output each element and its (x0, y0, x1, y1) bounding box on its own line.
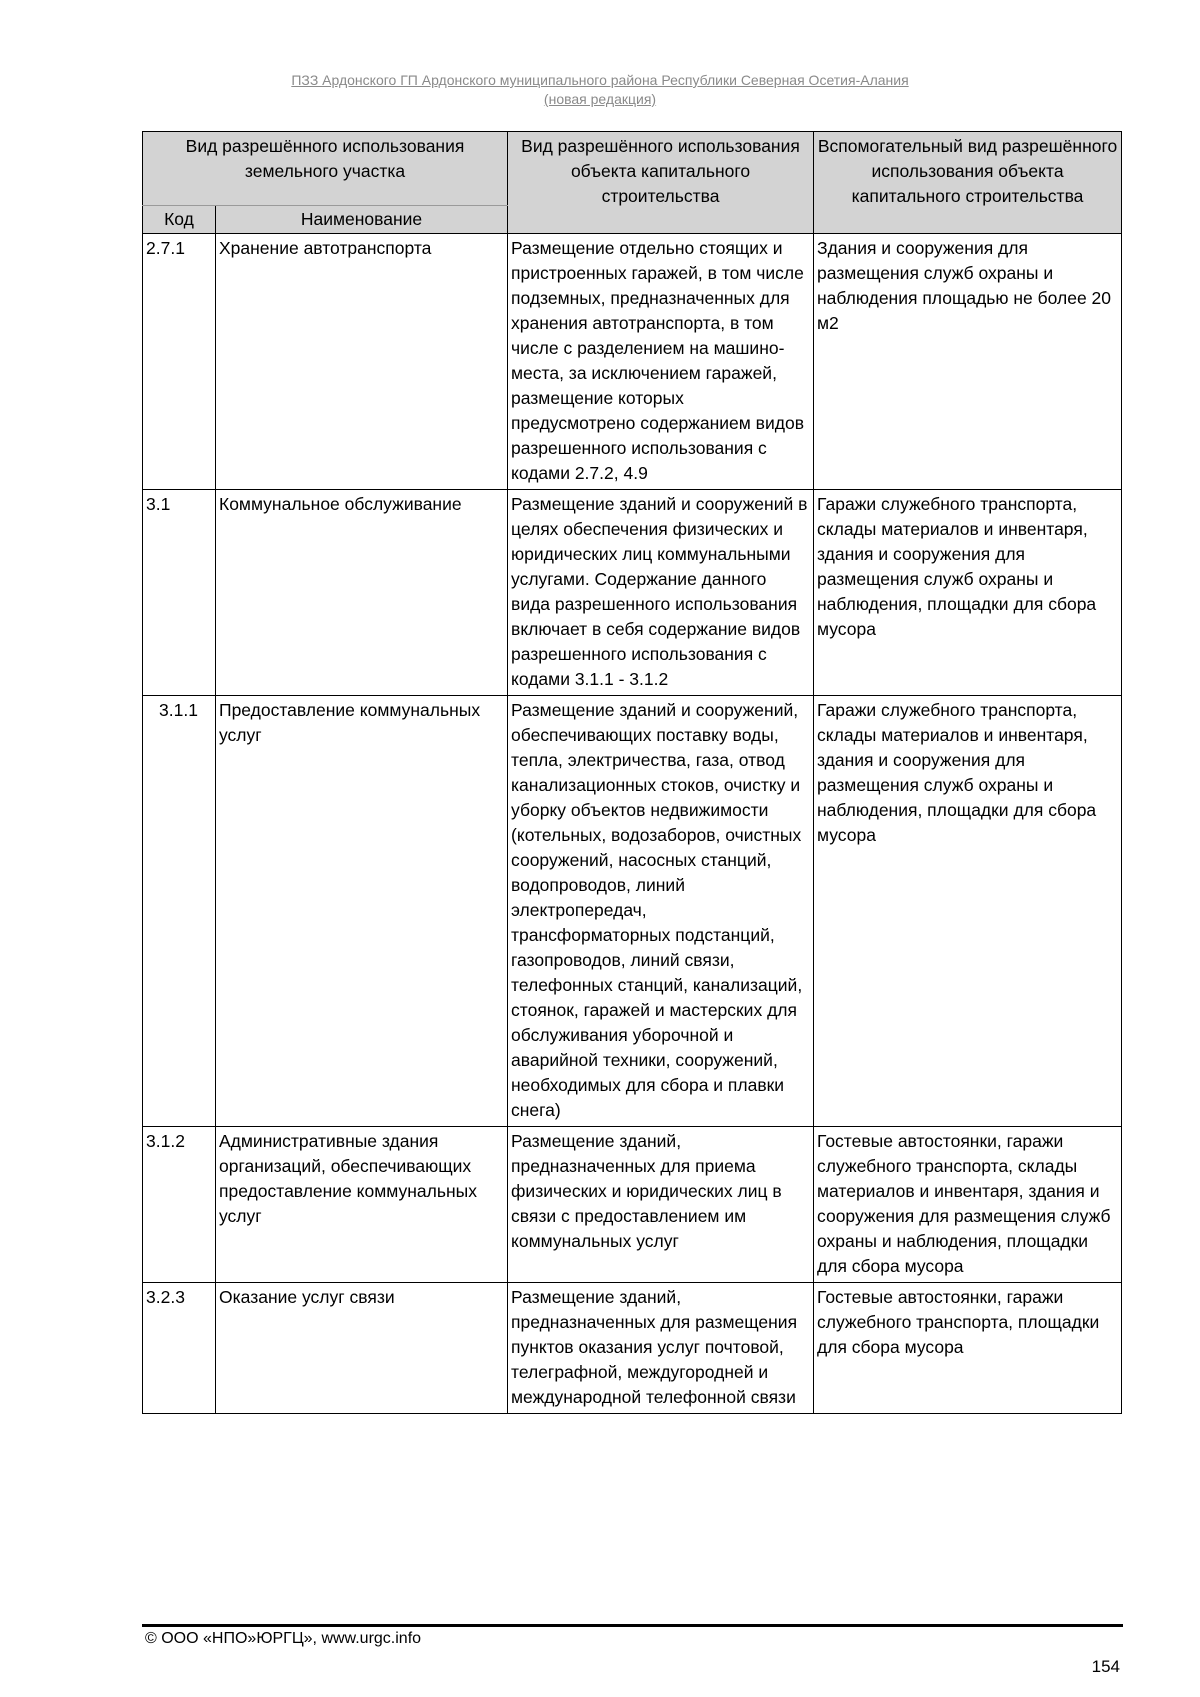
running-header (0, 71, 1200, 109)
table-row (143, 1283, 1122, 1414)
row-code: 3.1.1 (143, 696, 216, 1127)
header-land-use-group: Вид разрешённого использования земельного участка (143, 132, 508, 206)
row-code: 3.1.2 (143, 1127, 216, 1283)
table-row (143, 696, 1122, 1127)
header-name: Наименование (216, 206, 508, 234)
table-row (143, 490, 1122, 696)
table-row (143, 1127, 1122, 1283)
row-auxiliary-use: Гостевые автостоянки, гаражи служебного транспорта, склады материалов и инвентаря, здания и сооружения для размещения служб охраны и наблюдения, площадки для сбора мусора (814, 1127, 1122, 1283)
header-title: ПЗЗ Ардонского ГП Ардонского муниципального района Республики Северная Осетия-Алания (291, 72, 909, 88)
header-code: Код (143, 206, 216, 234)
row-name: Административные здания организаций, обеспечивающих предоставление коммунальных услуг (216, 1127, 508, 1283)
page-number: 154 (1091, 1657, 1120, 1676)
row-auxiliary-use: Здания и сооружения для размещения служб охраны и наблюдения площадью не более 20 м2 (814, 234, 1122, 490)
row-auxiliary-use: Гаражи служебного транспорта, склады материалов и инвентаря, здания и сооружения для размещения служб охраны и наблюдения, площадки для сбора мусора (814, 696, 1122, 1127)
row-auxiliary-use: Гаражи служебного транспорта, склады материалов и инвентаря, здания и сооружения для размещения служб охраны и наблюдения, площадки для сбора мусора (814, 490, 1122, 696)
table-row (143, 234, 1122, 490)
row-capital-use: Размещение отдельно стоящих и пристроенных гаражей, в том числе подземных, предназначенных для хранения автотранспорта, в том числе с разделением на машино-места, за исключением гаражей, размещение которых предусмотрено содержанием видов разрешенного использования с кодами 2.7.2, 4.9 (508, 234, 814, 490)
row-capital-use: Размещение зданий, предназначенных для размещения пунктов оказания услуг почтовой, телеграфной, междугородней и международной телефонной связи (508, 1283, 814, 1414)
footer-divider (142, 1624, 1123, 1627)
row-capital-use: Размещение зданий и сооружений, обеспечивающих поставку воды, тепла, электричества, газа, отвод канализационных стоков, очистку и уборку объектов недвижимости (котельных, водозаборов, очистных сооружений, насосных станций, водопроводов, линий электропередач, трансформаторных подстанций, газопроводов, линий связи, телефонных станций, канализаций, стоянок, гаражей и мастерских для обслуживания уборочной и аварийной техники, сооружений, необходимых для сбора и плавки снега) (508, 696, 814, 1127)
row-name: Хранение автотранспорта (216, 234, 508, 490)
row-auxiliary-use: Гостевые автостоянки, гаражи служебного транспорта, площадки для сбора мусора (814, 1283, 1122, 1414)
row-name: Коммунальное обслуживание (216, 490, 508, 696)
row-capital-use: Размещение зданий, предназначенных для приема физических и юридических лиц в связи с предоставлением им коммунальных услуг (508, 1127, 814, 1283)
header-capital-use: Вид разрешённого использования объекта капитального строительства (508, 132, 814, 234)
header-subtitle: (новая редакция) (543, 91, 657, 107)
row-capital-use: Размещение зданий и сооружений в целях обеспечения физических и юридических лиц коммунальными услугами. Содержание данного вида разрешенного использования включает в себя содержание видов разрешенного использования с кодами 3.1.1 - 3.1.2 (508, 490, 814, 696)
row-code: 3.1 (143, 490, 216, 696)
row-name: Оказание услуг связи (216, 1283, 508, 1414)
header-auxiliary-use: Вспомогательный вид разрешённого использования объекта капитального строительства (814, 132, 1122, 234)
row-code: 2.7.1 (143, 234, 216, 490)
row-name: Предоставление коммунальных услуг (216, 696, 508, 1127)
row-code: 3.2.3 (143, 1283, 216, 1414)
footer-copyright: © ООО «НПО»ЮРГЦ», www.urgc.info (145, 1630, 422, 1647)
land-use-table (142, 131, 1122, 1414)
